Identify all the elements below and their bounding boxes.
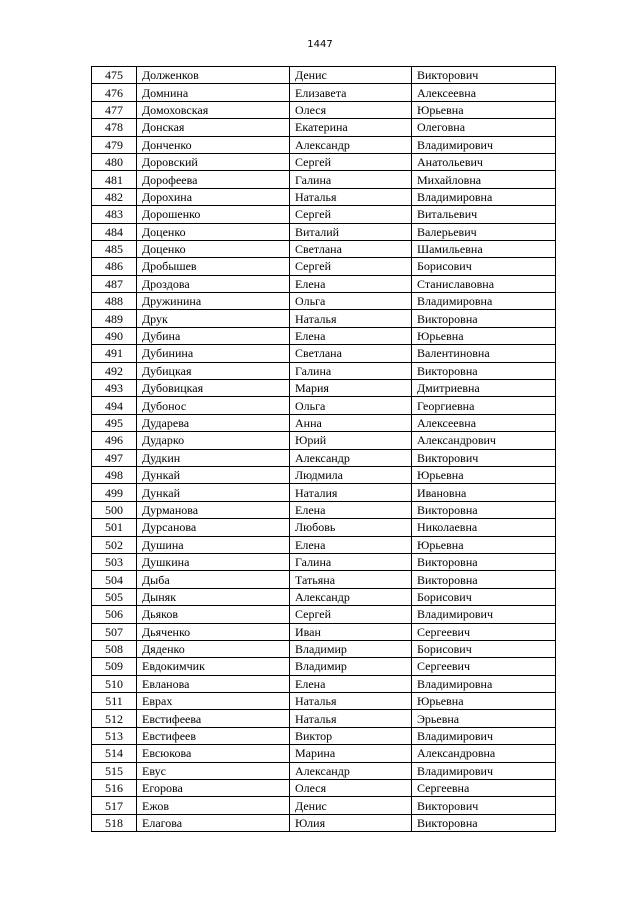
patronymic-cell: Александровна: [412, 745, 556, 762]
row-number-cell: 509: [92, 658, 137, 675]
last-name-cell: Дьяков: [137, 606, 290, 623]
patronymic-cell: Валентиновна: [412, 345, 556, 362]
last-name-cell: Дубонос: [137, 397, 290, 414]
row-number-cell: 513: [92, 727, 137, 744]
row-number-cell: 499: [92, 484, 137, 501]
row-number-cell: 482: [92, 188, 137, 205]
patronymic-cell: Борисович: [412, 640, 556, 657]
row-number-cell: 475: [92, 67, 137, 84]
patronymic-cell: Викторовна: [412, 814, 556, 831]
patronymic-cell: Олеговна: [412, 119, 556, 136]
row-number-cell: 487: [92, 275, 137, 292]
table-row: [92, 188, 556, 205]
patronymic-cell: Юрьевна: [412, 536, 556, 553]
row-number-cell: 481: [92, 171, 137, 188]
first-name-cell: Галина: [290, 362, 412, 379]
first-name-cell: Олеся: [290, 780, 412, 797]
last-name-cell: Дьяченко: [137, 623, 290, 640]
row-number-cell: 483: [92, 206, 137, 223]
first-name-cell: Светлана: [290, 345, 412, 362]
row-number-cell: 486: [92, 258, 137, 275]
last-name-cell: Дубина: [137, 327, 290, 344]
first-name-cell: Елена: [290, 275, 412, 292]
patronymic-cell: Викторовна: [412, 362, 556, 379]
last-name-cell: Евус: [137, 762, 290, 779]
first-name-cell: Елена: [290, 536, 412, 553]
patronymic-cell: Юрьевна: [412, 466, 556, 483]
patronymic-cell: Владимирович: [412, 136, 556, 153]
table-row: [92, 380, 556, 397]
first-name-cell: Юрий: [290, 432, 412, 449]
patronymic-cell: Борисович: [412, 258, 556, 275]
first-name-cell: Мария: [290, 380, 412, 397]
row-number-cell: 496: [92, 432, 137, 449]
first-name-cell: Денис: [290, 797, 412, 814]
row-number-cell: 485: [92, 240, 137, 257]
table-row: [92, 67, 556, 84]
row-number-cell: 489: [92, 310, 137, 327]
patronymic-cell: Витальевич: [412, 206, 556, 223]
table-row: [92, 327, 556, 344]
first-name-cell: Сергей: [290, 153, 412, 170]
table-row: [92, 293, 556, 310]
first-name-cell: Наталья: [290, 310, 412, 327]
last-name-cell: Душкина: [137, 553, 290, 570]
first-name-cell: Олеся: [290, 101, 412, 118]
first-name-cell: Виктор: [290, 727, 412, 744]
first-name-cell: Александр: [290, 762, 412, 779]
patronymic-cell: Георгиевна: [412, 397, 556, 414]
row-number-cell: 491: [92, 345, 137, 362]
last-name-cell: Елагова: [137, 814, 290, 831]
first-name-cell: Александр: [290, 588, 412, 605]
patronymic-cell: Михайловна: [412, 171, 556, 188]
patronymic-cell: Владимировна: [412, 293, 556, 310]
last-name-cell: Дяденко: [137, 640, 290, 657]
last-name-cell: Егорова: [137, 780, 290, 797]
last-name-cell: Дроздова: [137, 275, 290, 292]
patronymic-cell: Юрьевна: [412, 693, 556, 710]
first-name-cell: Любовь: [290, 519, 412, 536]
last-name-cell: Еврах: [137, 693, 290, 710]
first-name-cell: Екатерина: [290, 119, 412, 136]
last-name-cell: Дурманова: [137, 501, 290, 518]
row-number-cell: 476: [92, 84, 137, 101]
row-number-cell: 512: [92, 710, 137, 727]
first-name-cell: Владимир: [290, 640, 412, 657]
patronymic-cell: Алексеевна: [412, 84, 556, 101]
patronymic-cell: Станиславовна: [412, 275, 556, 292]
table-row: [92, 310, 556, 327]
patronymic-cell: Владимирович: [412, 727, 556, 744]
last-name-cell: Доровский: [137, 153, 290, 170]
table-row: [92, 727, 556, 744]
table-row: [92, 814, 556, 831]
row-number-cell: 517: [92, 797, 137, 814]
row-number-cell: 511: [92, 693, 137, 710]
last-name-cell: Донченко: [137, 136, 290, 153]
first-name-cell: Людмила: [290, 466, 412, 483]
table-row: [92, 101, 556, 118]
patronymic-cell: Викторовна: [412, 571, 556, 588]
table-row: [92, 275, 556, 292]
table-row: [92, 658, 556, 675]
row-number-cell: 503: [92, 553, 137, 570]
table-row: [92, 136, 556, 153]
row-number-cell: 488: [92, 293, 137, 310]
first-name-cell: Светлана: [290, 240, 412, 257]
first-name-cell: Александр: [290, 449, 412, 466]
patronymic-cell: Шамильевна: [412, 240, 556, 257]
last-name-cell: Дункай: [137, 466, 290, 483]
table-row: [92, 710, 556, 727]
patronymic-cell: Александрович: [412, 432, 556, 449]
last-name-cell: Домоховская: [137, 101, 290, 118]
first-name-cell: Марина: [290, 745, 412, 762]
row-number-cell: 514: [92, 745, 137, 762]
table-row: [92, 119, 556, 136]
table-row: [92, 675, 556, 692]
last-name-cell: Евстифеева: [137, 710, 290, 727]
table-row: [92, 762, 556, 779]
row-number-cell: 479: [92, 136, 137, 153]
table-row: [92, 780, 556, 797]
last-name-cell: Домнина: [137, 84, 290, 101]
first-name-cell: Денис: [290, 67, 412, 84]
row-number-cell: 490: [92, 327, 137, 344]
patronymic-cell: Сергеевна: [412, 780, 556, 797]
table-row: [92, 606, 556, 623]
row-number-cell: 515: [92, 762, 137, 779]
patronymic-cell: Владимировна: [412, 188, 556, 205]
table-row: [92, 501, 556, 518]
table-row: [92, 466, 556, 483]
row-number-cell: 501: [92, 519, 137, 536]
patronymic-cell: Викторович: [412, 67, 556, 84]
row-number-cell: 516: [92, 780, 137, 797]
table-row: [92, 484, 556, 501]
first-name-cell: Елена: [290, 675, 412, 692]
patronymic-cell: Сергеевич: [412, 658, 556, 675]
table-row: [92, 745, 556, 762]
table-row: [92, 449, 556, 466]
table-row: [92, 171, 556, 188]
first-name-cell: Татьяна: [290, 571, 412, 588]
last-name-cell: Евланова: [137, 675, 290, 692]
first-name-cell: Наталья: [290, 710, 412, 727]
table-row: [92, 153, 556, 170]
last-name-cell: Дубицкая: [137, 362, 290, 379]
patronymic-cell: Юрьевна: [412, 327, 556, 344]
last-name-cell: Дударко: [137, 432, 290, 449]
names-table-body: [92, 67, 556, 832]
table-row: [92, 623, 556, 640]
last-name-cell: Дударева: [137, 414, 290, 431]
row-number-cell: 506: [92, 606, 137, 623]
first-name-cell: Анна: [290, 414, 412, 431]
first-name-cell: Елизавета: [290, 84, 412, 101]
patronymic-cell: Викторович: [412, 449, 556, 466]
row-number-cell: 495: [92, 414, 137, 431]
last-name-cell: Дурсанова: [137, 519, 290, 536]
row-number-cell: 497: [92, 449, 137, 466]
table-row: [92, 84, 556, 101]
table-row: [92, 536, 556, 553]
patronymic-cell: Викторовна: [412, 501, 556, 518]
last-name-cell: Дыба: [137, 571, 290, 588]
patronymic-cell: Владимирович: [412, 762, 556, 779]
patronymic-cell: Николаевна: [412, 519, 556, 536]
patronymic-cell: Борисович: [412, 588, 556, 605]
first-name-cell: Елена: [290, 501, 412, 518]
last-name-cell: Доценко: [137, 240, 290, 257]
row-number-cell: 510: [92, 675, 137, 692]
last-name-cell: Донская: [137, 119, 290, 136]
first-name-cell: Ольга: [290, 397, 412, 414]
first-name-cell: Наталия: [290, 484, 412, 501]
last-name-cell: Долженков: [137, 67, 290, 84]
table-row: [92, 432, 556, 449]
last-name-cell: Евстифеев: [137, 727, 290, 744]
table-row: [92, 640, 556, 657]
row-number-cell: 502: [92, 536, 137, 553]
row-number-cell: 504: [92, 571, 137, 588]
row-number-cell: 484: [92, 223, 137, 240]
last-name-cell: Дробышев: [137, 258, 290, 275]
row-number-cell: 508: [92, 640, 137, 657]
last-name-cell: Дубинина: [137, 345, 290, 362]
table-row: [92, 797, 556, 814]
last-name-cell: Дудкин: [137, 449, 290, 466]
row-number-cell: 500: [92, 501, 137, 518]
patronymic-cell: Викторовна: [412, 553, 556, 570]
first-name-cell: Сергей: [290, 206, 412, 223]
row-number-cell: 494: [92, 397, 137, 414]
last-name-cell: Дорошенко: [137, 206, 290, 223]
patronymic-cell: Ивановна: [412, 484, 556, 501]
first-name-cell: Юлия: [290, 814, 412, 831]
last-name-cell: Доценко: [137, 223, 290, 240]
page-number: 1447: [307, 39, 333, 50]
first-name-cell: Виталий: [290, 223, 412, 240]
last-name-cell: Друк: [137, 310, 290, 327]
table-row: [92, 362, 556, 379]
last-name-cell: Дубовицкая: [137, 380, 290, 397]
table-row: [92, 240, 556, 257]
table-row: [92, 258, 556, 275]
patronymic-cell: Владимировна: [412, 675, 556, 692]
last-name-cell: Дункай: [137, 484, 290, 501]
patronymic-cell: Владимирович: [412, 606, 556, 623]
first-name-cell: Сергей: [290, 258, 412, 275]
row-number-cell: 507: [92, 623, 137, 640]
patronymic-cell: Алексеевна: [412, 414, 556, 431]
first-name-cell: Владимир: [290, 658, 412, 675]
patronymic-cell: Анатольевич: [412, 153, 556, 170]
table-row: [92, 223, 556, 240]
last-name-cell: Дыняк: [137, 588, 290, 605]
table-row: [92, 693, 556, 710]
first-name-cell: Александр: [290, 136, 412, 153]
row-number-cell: 492: [92, 362, 137, 379]
patronymic-cell: Эрьевна: [412, 710, 556, 727]
patronymic-cell: Викторович: [412, 797, 556, 814]
row-number-cell: 498: [92, 466, 137, 483]
row-number-cell: 493: [92, 380, 137, 397]
first-name-cell: Галина: [290, 553, 412, 570]
table-row: [92, 345, 556, 362]
first-name-cell: Елена: [290, 327, 412, 344]
patronymic-cell: Валерьевич: [412, 223, 556, 240]
row-number-cell: 478: [92, 119, 137, 136]
first-name-cell: Сергей: [290, 606, 412, 623]
last-name-cell: Евсюкова: [137, 745, 290, 762]
last-name-cell: Евдокимчик: [137, 658, 290, 675]
row-number-cell: 480: [92, 153, 137, 170]
last-name-cell: Ежов: [137, 797, 290, 814]
first-name-cell: Ольга: [290, 293, 412, 310]
table-row: [92, 206, 556, 223]
patronymic-cell: Сергеевич: [412, 623, 556, 640]
row-number-cell: 505: [92, 588, 137, 605]
table-row: [92, 519, 556, 536]
first-name-cell: Иван: [290, 623, 412, 640]
last-name-cell: Дорохина: [137, 188, 290, 205]
last-name-cell: Дружинина: [137, 293, 290, 310]
table-row: [92, 397, 556, 414]
last-name-cell: Дорофеева: [137, 171, 290, 188]
patronymic-cell: Дмитриевна: [412, 380, 556, 397]
first-name-cell: Галина: [290, 171, 412, 188]
patronymic-cell: Викторовна: [412, 310, 556, 327]
patronymic-cell: Юрьевна: [412, 101, 556, 118]
table-row: [92, 414, 556, 431]
first-name-cell: Наталья: [290, 188, 412, 205]
table-row: [92, 553, 556, 570]
row-number-cell: 518: [92, 814, 137, 831]
last-name-cell: Душина: [137, 536, 290, 553]
names-table: [91, 66, 556, 832]
table-row: [92, 588, 556, 605]
first-name-cell: Наталья: [290, 693, 412, 710]
table-row: [92, 571, 556, 588]
row-number-cell: 477: [92, 101, 137, 118]
